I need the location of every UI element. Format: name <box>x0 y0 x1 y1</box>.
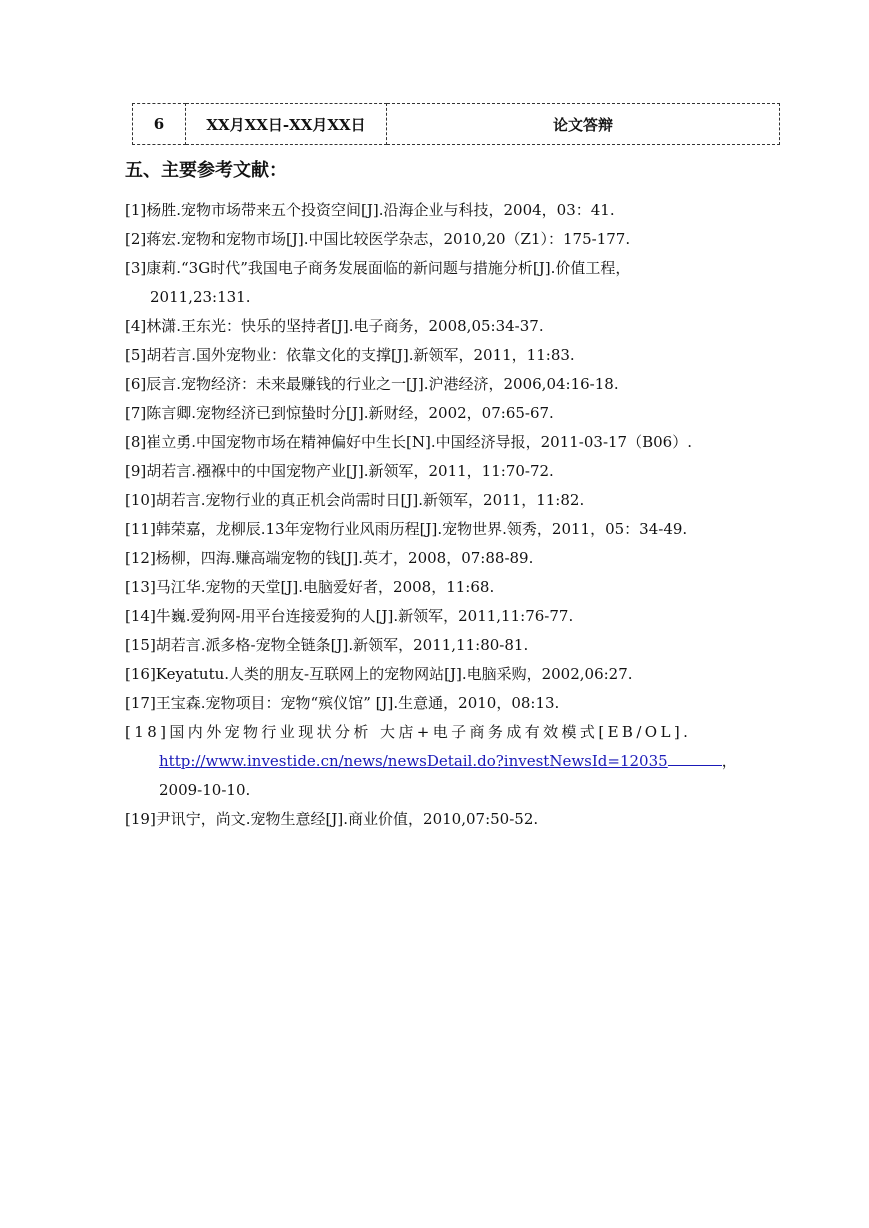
reference-item-19: [19]尹讯宁，尚文.宠物生意经[J].商业价值，2010,07:50-52. <box>125 810 539 828</box>
reference-item-18-line-3: 2009-10-10. <box>159 781 251 799</box>
reference-item-3 <box>125 254 765 312</box>
reference-item-18-line-2 <box>125 747 765 776</box>
reference-item-16: [16]Keyatutu.人类的朋友-互联网上的宠物网站[J].电脑采购，2002,06:27. <box>125 665 633 683</box>
link-underline-fill <box>668 748 722 766</box>
reference-item-3-line-1: [3]康莉.“3G时代”我国电子商务发展面临的新问题与措施分析[J].价值工程， <box>125 259 631 277</box>
reference-item-18-comma: ， <box>721 752 737 770</box>
stage-number-cell: 6 <box>133 104 186 145</box>
reference-item-7: [7]陈言卿.宠物经济已到惊蛰时分[J].新财经，2002，07:65-67. <box>125 404 554 422</box>
reference-item-13: [13]马江华.宠物的天堂[J].电脑爱好者，2008，11:68. <box>125 578 495 596</box>
reference-url-link[interactable]: http://www.investide.cn/news/newsDetail.do?investNewsId=12035 <box>159 752 668 770</box>
reference-item-1: [1]杨胜.宠物市场带来五个投资空间[J].沿海企业与科技，2004，03：41. <box>125 201 615 219</box>
reference-item-4: [4]林潇.王东光：快乐的坚持者[J].电子商务，2008,05:34-37. <box>125 317 544 335</box>
reference-item-18 <box>125 718 765 805</box>
reference-item-18-line-1: [18]国内外宠物行业现状分析 大店+电子商务成有效模式[EB/OL]. <box>125 723 692 741</box>
reference-item-15: [15]胡若言.派多格-宠物全链条[J].新领军，2011,11:80-81. <box>125 636 529 654</box>
task-cell: 论文答辩 <box>387 104 780 145</box>
reference-item-11: [11]韩荣嘉，龙柳辰.13年宠物行业风雨历程[J].宠物世界.领秀，2011，05：34-49. <box>125 520 688 538</box>
reference-item-10: [10]胡若言.宠物行业的真正机会尚需时日[J].新领军，2011，11:82. <box>125 491 585 509</box>
reference-item-3-line-2: 2011,23:131. <box>150 288 251 306</box>
reference-item-9: [9]胡若言.襁褓中的中国宠物产业[J].新领军，2011，11:70-72. <box>125 462 554 480</box>
table-row <box>133 104 780 145</box>
reference-item-8: [8]崔立勇.中国宠物市场在精神偏好中生长[N].中国经济导报，2011-03-17（B06）. <box>125 433 692 451</box>
reference-item-2: [2]蒋宏.宠物和宠物市场[J].中国比较医学杂志，2010,20（Z1）：175-177. <box>125 230 631 248</box>
reference-item-17: [17]王宝森.宠物项目：宠物“殡仪馆” [J].生意通，2010，08:13. <box>125 694 560 712</box>
reference-item-12: [12]杨柳，四海.赚高端宠物的钱[J].英才，2008，07:88-89. <box>125 549 534 567</box>
reference-item-14: [14]牛巍.爱狗网-用平台连接爱狗的人[J].新领军，2011,11:76-77. <box>125 607 574 625</box>
references-heading: 五、主要参考文献： <box>125 160 287 181</box>
reference-item-6: [6]辰言.宠物经济：未来最赚钱的行业之一[J].沪港经济，2006,04:16-18. <box>125 375 619 393</box>
reference-item-5: [5]胡若言.国外宠物业：依靠文化的支撑[J].新领军，2011，11:83. <box>125 346 575 364</box>
date-range-cell: XX月XX日-XX月XX日 <box>186 104 387 145</box>
reference-list <box>125 196 765 834</box>
schedule-table <box>132 103 780 145</box>
